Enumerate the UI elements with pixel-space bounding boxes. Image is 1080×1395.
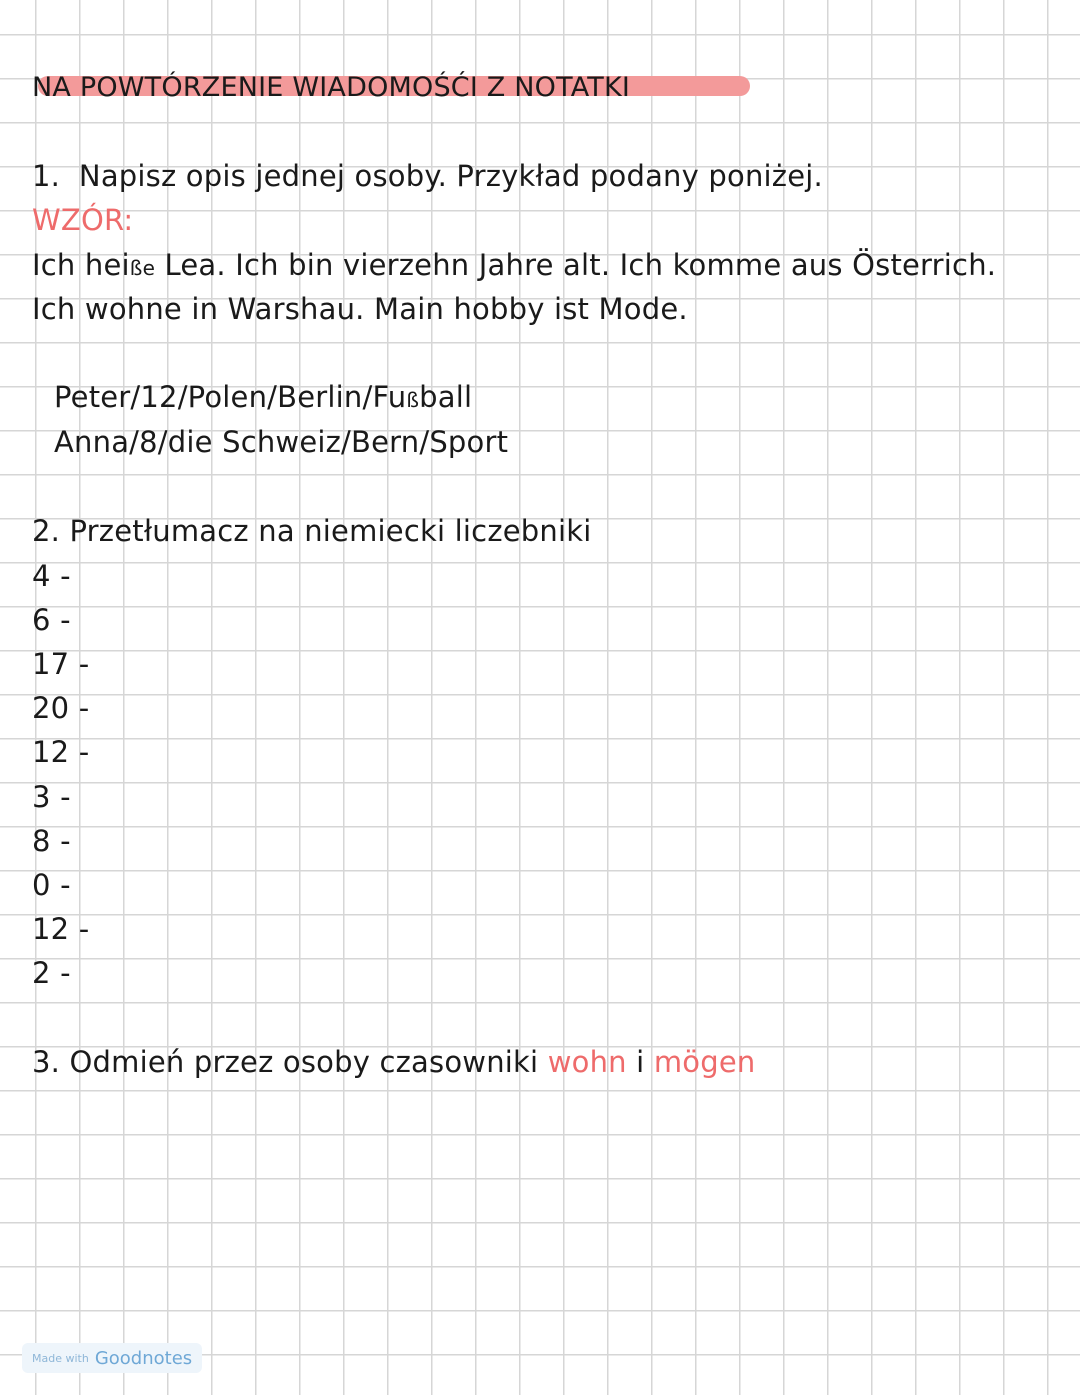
number-item: 17 - — [32, 647, 90, 681]
verb-moegen: mögen — [653, 1045, 756, 1079]
person-prompt-1 — [54, 379, 472, 418]
goodnotes-badge — [22, 1343, 202, 1373]
task3-connector: i — [626, 1045, 654, 1079]
title-text: NA POWTÓRZENIE WIADOMOŚĆI Z NOTATKI — [32, 72, 631, 103]
person-prompt-1-ss: ß — [406, 388, 420, 412]
person-prompt-1-part1: Peter/12/Polen/Berlin/Fu — [54, 380, 407, 414]
task1-instruction — [32, 158, 823, 194]
task2-heading: 2. Przetłumacz na niemiecki liczebniki — [32, 514, 592, 548]
number-item: 20 - — [32, 691, 90, 725]
verb-wohn: wohn — [547, 1045, 627, 1079]
task1-text: Napisz opis jednej osoby. Przykład podany poniżej. — [78, 159, 823, 193]
example-line-1-part1: Ich hei — [32, 248, 130, 282]
person-prompt-1-part2: ball — [419, 380, 473, 414]
number-item: 12 - — [32, 912, 90, 946]
number-item: 4 - — [32, 559, 71, 593]
task1-number: 1. — [32, 159, 61, 193]
example-line-2: Ich wohne in Warshau. Main hobby ist Mode. — [32, 292, 688, 326]
page-title — [32, 70, 630, 106]
number-item: 0 - — [32, 868, 71, 902]
number-item: 12 - — [32, 735, 90, 769]
goodnotes-logo: Goodnotes — [94, 1347, 193, 1369]
task3-instruction — [32, 1044, 755, 1080]
example-label: WZÓR: — [32, 203, 134, 237]
example-line-1-part2: Lea. Ich bin vierzehn Jahre alt. Ich komme aus Österrich. — [155, 248, 997, 282]
number-item: 2 - — [32, 956, 71, 990]
number-item: 6 - — [32, 603, 71, 637]
made-with-label: Made with — [32, 1351, 89, 1365]
task3-prefix: 3. Odmień przez osoby czasowniki — [32, 1045, 548, 1079]
person-prompt-2: Anna/8/die Schweiz/Bern/Sport — [54, 425, 509, 459]
number-item: 3 - — [32, 780, 71, 814]
example-line-1-ss: ße — [129, 256, 156, 280]
number-item: 8 - — [32, 824, 71, 858]
example-line-1 — [32, 247, 996, 286]
